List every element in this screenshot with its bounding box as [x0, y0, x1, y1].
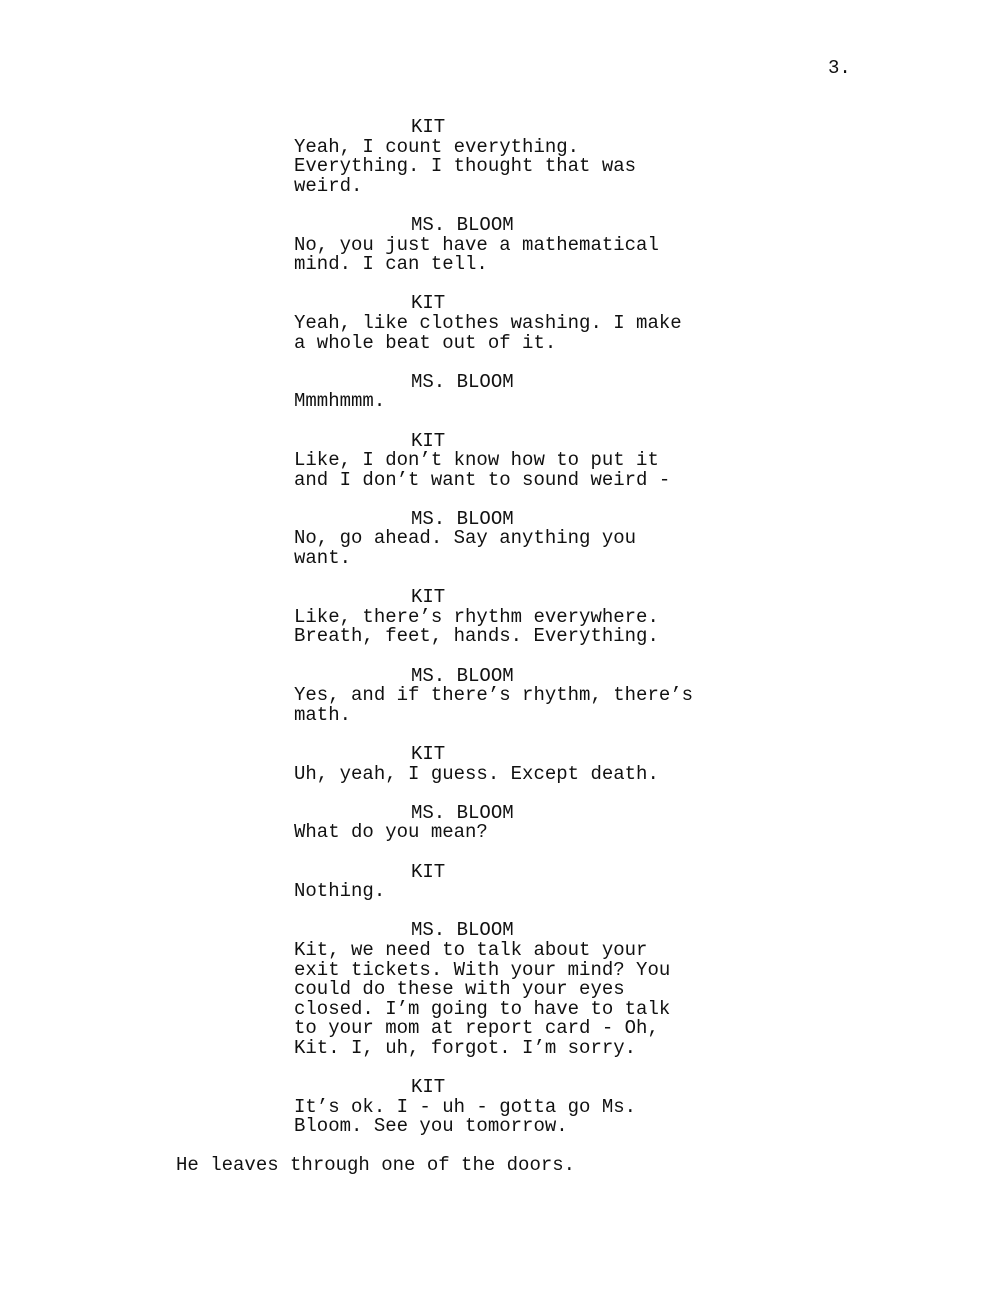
dialogue-line: Kit, we need to talk about your — [294, 938, 648, 961]
dialogue-line: to your mom at report card - Oh, — [294, 1017, 659, 1040]
dialogue-line: exit tickets. With your mind? You — [294, 958, 671, 981]
dialogue-line: No, go ahead. Say anything you — [294, 527, 637, 550]
screenplay-body — [0, 118, 1000, 1196]
dialogue-line: and I don’t want to sound weird - — [294, 468, 671, 491]
dialogue-block — [0, 664, 1000, 726]
dialogue-line: Like, I don’t know how to put it — [294, 449, 659, 472]
dialogue-block — [0, 745, 1000, 784]
dialogue-line: Bloom. See you tomorrow. — [294, 1115, 568, 1138]
dialogue-line: Everything. I thought that was — [294, 155, 637, 178]
dialogue-line: math. — [294, 703, 352, 726]
dialogue-line: Nothing. — [294, 880, 386, 903]
dialogue-block — [0, 921, 1000, 1058]
character-name: MS. BLOOM — [411, 507, 514, 530]
dialogue-line: Yeah, like clothes washing. I make — [294, 311, 682, 334]
dialogue-line: Mmmhmmm. — [294, 390, 386, 413]
action-block — [0, 1156, 1000, 1176]
character-name: KIT — [411, 429, 446, 452]
dialogue-line: What do you mean? — [294, 821, 488, 844]
dialogue-line: could do these with your eyes — [294, 978, 625, 1001]
character-name: KIT — [411, 1076, 446, 1099]
dialogue-line: Kit. I, uh, forgot. I’m sorry. — [294, 1036, 637, 1059]
character-name: MS. BLOOM — [411, 370, 514, 393]
dialogue-line: Breath, feet, hands. Everything. — [294, 625, 659, 648]
character-name: MS. BLOOM — [411, 919, 514, 942]
dialogue-line: a whole beat out of it. — [294, 331, 557, 354]
character-name: KIT — [411, 116, 446, 138]
dialogue-block — [0, 213, 1000, 276]
dialogue-block — [0, 429, 1000, 491]
dialogue-line: No, you just have a mathematical — [294, 233, 659, 256]
character-name: KIT — [411, 743, 446, 765]
dialogue-line: weird. — [294, 174, 363, 197]
dialogue-line: mind. I can tell. — [294, 253, 488, 276]
dialogue-line: Uh, yeah, I guess. Except death. — [294, 762, 659, 785]
character-name: KIT — [411, 860, 446, 883]
dialogue-line: It’s ok. I - uh - gotta go Ms. — [294, 1095, 637, 1118]
character-name: KIT — [411, 586, 446, 609]
dialogue-line: Yeah, I count everything. — [294, 135, 580, 158]
dialogue-block — [0, 860, 1000, 903]
dialogue-line: Yes, and if there’s rhythm, there’s — [294, 684, 694, 707]
dialogue-line: Like, there’s rhythm everywhere. — [294, 605, 659, 628]
character-name: MS. BLOOM — [411, 801, 514, 824]
dialogue-block — [0, 370, 1000, 413]
dialogue-block — [0, 1078, 1000, 1137]
page-number: 3. — [828, 57, 851, 79]
dialogue-line: closed. I’m going to have to talk — [294, 997, 671, 1020]
dialogue-line: want. — [294, 547, 352, 570]
dialogue-block — [0, 294, 1000, 353]
dialogue-block — [0, 118, 1000, 196]
dialogue-block — [0, 507, 1000, 570]
character-name: MS. BLOOM — [411, 664, 514, 687]
dialogue-block — [0, 588, 1000, 647]
character-name: MS. BLOOM — [411, 213, 514, 236]
character-name: KIT — [411, 292, 446, 315]
dialogue-block — [0, 801, 1000, 844]
action-line: He leaves through one of the doors. — [176, 1154, 576, 1177]
